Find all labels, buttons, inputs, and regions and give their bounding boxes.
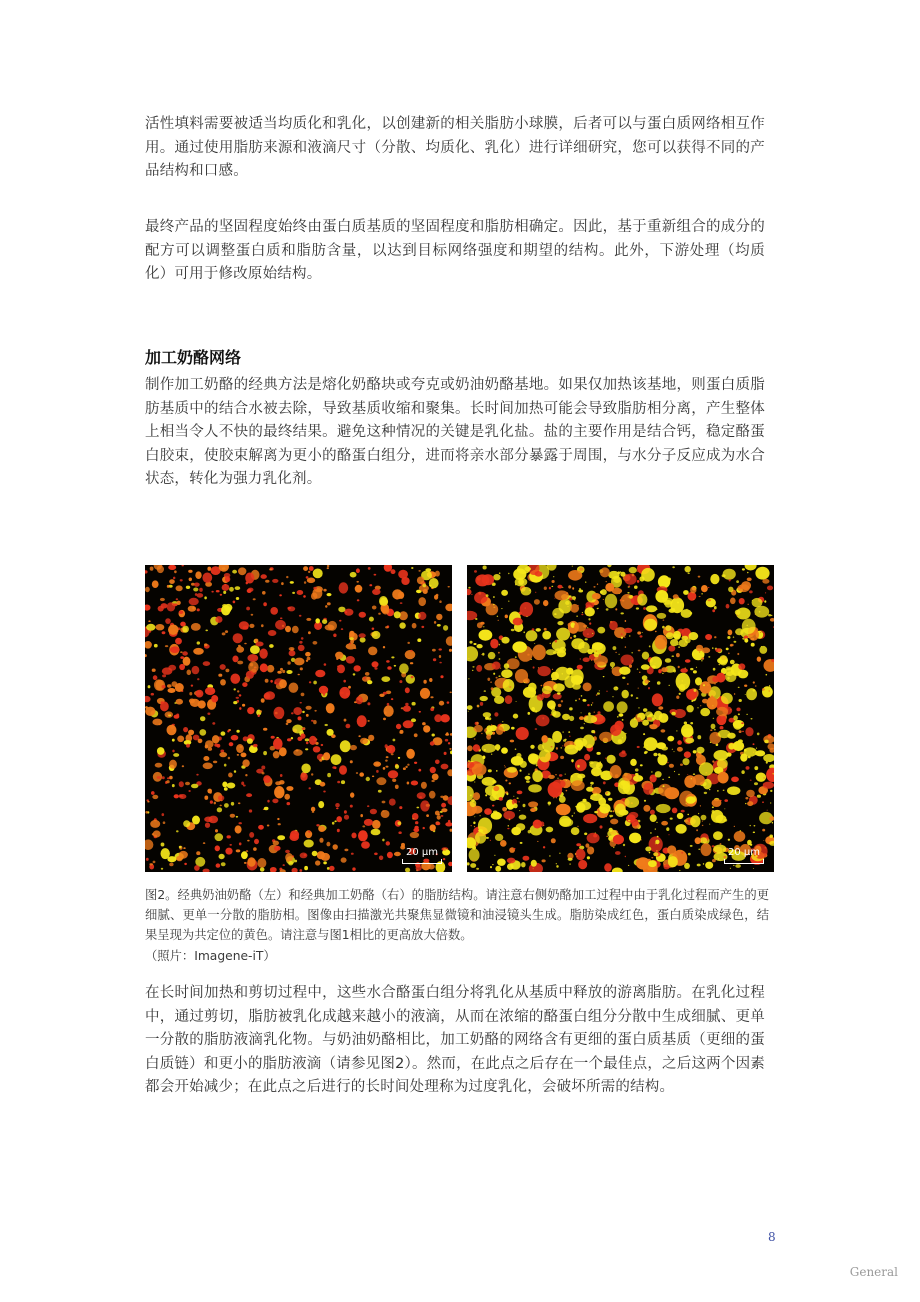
cream-cheese-fat-structure-image [145, 565, 452, 872]
paragraph-firmness: 最终产品的坚固程度始终由蛋白质基质的坚固程度和脂肪相确定。因此，基于重新组合的成分的配方可以调整蛋白质和脂肪含量，以达到目标网络强度和期望的结构。此外，下游处理（均质化）可用于修改原始结构。 [145, 219, 765, 282]
figure-caption: 图2。经典奶油奶酪（左）和经典加工奶酪（右）的脂肪结构。请注意右侧奶酪加工过程中由于乳化过程而产生的更细腻、更单一分散的脂肪相。图像由扫描激光共聚焦显微镜和油浸镜头生成。脂肪染成红色，蛋白质染成绿色，结果呈现为共定位的黄色。请注意与图1相比的更高放大倍数。 [145, 888, 769, 942]
page-number: 8 [768, 1230, 776, 1244]
classification-label: General [849, 1265, 898, 1279]
paragraph-processing-method: 制作加工奶酪的经典方法是熔化奶酪块或夸克或奶油奶酪基地。如果仅加热该基地，则蛋白质脂肪基质中的结合水被去除，导致基质收缩和聚集。长时间加热可能会导致脂肪相分离，产生整体上相当令人不快的最终结果。避免这种情况的关键是乳化盐。盐的主要作用是结合钙，稳定酪蛋白胶束，使胶束解离为更小的酪蛋白组分，进而将亲水部分暴露于周围，与水分子反应成为水合状态，转化为强力乳化剂。 [145, 377, 765, 487]
scale-bar [724, 847, 764, 864]
micrograph-processed-cheese [467, 565, 774, 872]
scale-bar-label: 20 µm [727, 847, 760, 858]
photo-credit: （照片：Imagene-iT） [145, 949, 276, 963]
scale-bar-label: 20 µm [405, 847, 438, 858]
paragraph-intro: 活性填料需要被适当均质化和乳化，以创建新的相关脂肪小球膜，后者可以与蛋白质网络相互作用。通过使用脂肪来源和液滴尺寸（分散、均质化、乳化）进行详细研究，您可以获得不同的产品结构和口感。 [145, 116, 765, 179]
scale-bar-line [402, 859, 442, 864]
paragraph-emulsification: 在长时间加热和剪切过程中，这些水合酪蛋白组分将乳化从基质中释放的游离脂肪。在乳化过程中，通过剪切，脂肪被乳化成越来越小的液滴，从而在浓缩的酪蛋白组分分散中生成细腻、更单一分散的脂肪液滴乳化物。与奶油奶酪相比，加工奶酪的网络含有更细的蛋白质基质（更细的蛋白质链）和更小的脂肪液滴（请参见图2）。然而，在此点之后存在一个最佳点，之后这两个因素都会开始减少；在此点之后进行的长时间处理称为过度乳化，会破坏所需的结构。 [145, 985, 765, 1095]
micrograph-cream-cheese [145, 565, 452, 872]
scale-bar [402, 847, 442, 864]
section-heading: 加工奶酪网络 [145, 348, 242, 367]
processed-cheese-fat-structure-image [467, 565, 774, 872]
scale-bar-line [724, 859, 764, 864]
